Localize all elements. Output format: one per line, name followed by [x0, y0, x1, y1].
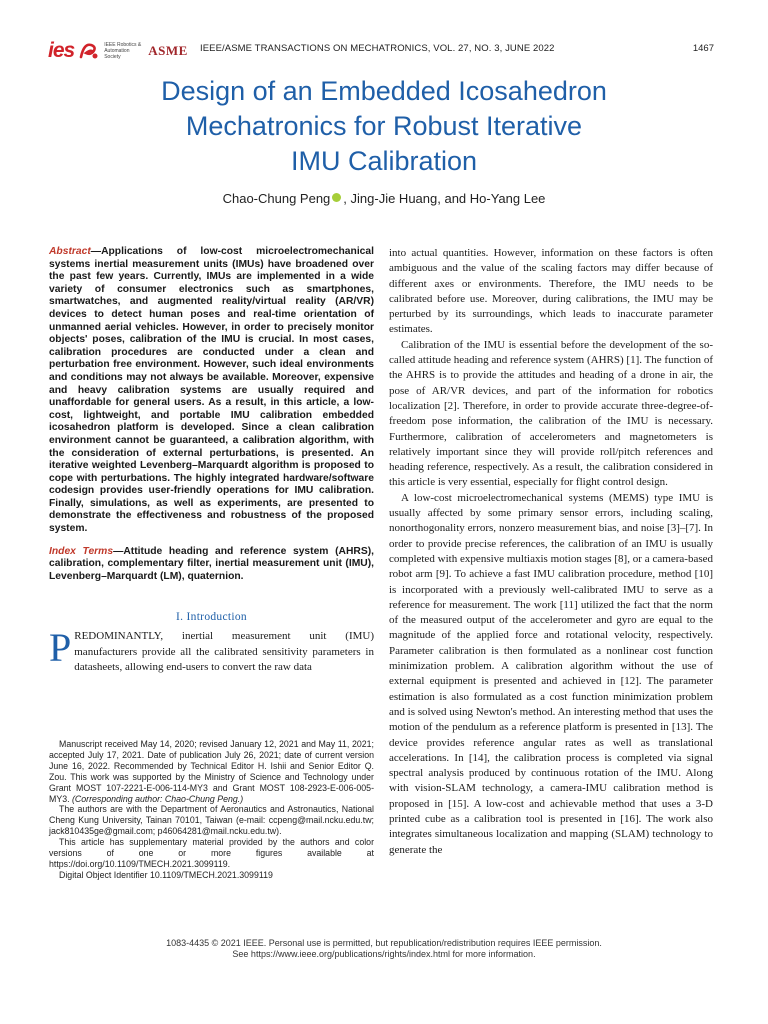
page-header — [48, 38, 714, 64]
right-column — [389, 246, 713, 858]
index-terms-label: Index Terms — [49, 545, 114, 557]
page-number: 1467 — [692, 43, 714, 54]
title-line-2: Mechatronics for Robust Iterative — [185, 111, 583, 141]
rights-link[interactable]: See https://www.ieee.org/publications/rights/index.html for more information. — [232, 949, 536, 959]
ies-logo: ies — [48, 39, 75, 62]
drop-cap: P — [49, 625, 72, 671]
author-list — [40, 191, 728, 206]
ras-logo-icon — [78, 41, 100, 61]
intro-paragraph — [49, 625, 374, 675]
footnote-manuscript: Manuscript received May 14, 2020; revised January 12, 2021 and May 11, 2021; accepted July 17, 2021. Date of publication July 26, 2021; date of current version June 16, 2022. Recommended by Technical Editor H. Ishii and Senior Editor Q. Zou. This work was supported by the Ministry of Science and Technology under Grant MOST 107-2221-E-006-114-MY3 and Grant MOST 108-2923-E-006-005-MY3. (Corresponding author: Chao-Chung Peng.) — [49, 739, 374, 804]
corresponding-author: (Corresponding author: Chao-Chung Peng.) — [72, 793, 244, 804]
other-authors: , Jing-Jie Huang, and Ho-Yang Lee — [343, 191, 546, 206]
journal-name: IEEE/ASME TRANSACTIONS ON MECHATRONICS, VOL. 27, NO. 3, JUNE 2022 — [200, 43, 555, 54]
society-logos — [48, 38, 188, 64]
index-terms-text: —Attitude heading and reference system (AHRS), calibration, complementary filter, inertial measurement unit (IMU), Levenberg–Marquardt (LM), quaternion. — [49, 545, 374, 582]
left-column — [49, 246, 374, 675]
intro-caps: REDOMINANTLY, — [74, 630, 164, 643]
body-paragraph-3: A low-cost microelectromechanical systems (MEMS) type IMU is usually affected by some primary sensor errors, including scaling, nonorthogonality errors, nonzero measurement bias, and noise [3]–[7]. In order to provide precise references, the calibration of an IMU is usually completed with expensive multiaxis motion stages [8], or a camera-based robot arm [9]. To achieve a fast IMU calibration procedure, method [10] is incorporated with a previously well-calibrated IMU to serve as a reference for measurement. The work [11] utilized the fact that the norm of the measured output of the accelerometer and gyro are equal to the magnitude of the applied force and rotational velocity, respectively. Parameter calibration is then formulated as a nonlinear cost function minimization problem. A calibration algorithm without the use of external equipment is presented and achieved in [12]. The parameter estimation is also formulated as a cost function minimization problem and is solved using Newton's method. An interesting method that uses the motion of the pendulum as a reference platform is presented in [13]. The device provides reference angular rates as well as translational accelerations. In [14], the calibration process is completed via signal spectral analysis produced by continuous rotation of the IMU. Along with vision-SLAM technology, a camera-IMU calibration method is proposed in [15]. A low-cost and achievable method that uses a 3-D printed cube as a calibration tool is presented in [16]. The work also integrates simultaneous localization and mapping (SLAM) technology to generate the — [389, 491, 714, 856]
footnotes — [49, 739, 374, 881]
footnote-supplementary: This article has supplementary material provided by the authors and color versions of one or more figures available at https://doi.org/10.1109/TMECH.2021.3099119. — [49, 837, 374, 869]
abstract — [49, 246, 374, 536]
footnote-affiliation: The authors are with the Department of Aeronautics and Astronautics, National Cheng Kung University, Tainan 70101, Taiwan (e-mail: ccpeng@mail.ncku.edu.tw; jack810435ge@gmail.com; p46064281@mail.ncku.edu.tw). — [49, 804, 374, 837]
section-heading-introduction: I. Introduction — [176, 611, 247, 624]
first-author: Chao-Chung Peng — [222, 191, 331, 206]
ras-logo-text: IEEE Robotics & Automation Society — [104, 42, 142, 60]
paper-title — [40, 74, 728, 179]
title-line-1: Design of an Embedded Icosahedron — [161, 76, 607, 106]
body-paragraph-2: Calibration of the IMU is essential before the development of the so-called attitude heading and reference system (AHRS) [1]. The function of the AHRS is to provide the attitudes and heading of a drone in air, the pose of AR/VR devices, and part of the information for robotics localization [2]. Therefore, in order to provide accurate three-degree-of-freedom pose information, the calibration of the IMU is necessary. Furthermore, calibration of accelerometers and magnetometers is relatively important since they will provide roll/pitch references and heading reference, respectively. As a result, the calibration considered in this article is very essential, especially for flight control design. — [389, 338, 713, 489]
intro-text: inertial measurement unit (IMU) manufacturers provide all the calibrated sensitivity parameters in datasheets, allowing end-users to convert the raw data — [74, 630, 374, 673]
title-line-3: IMU Calibration — [290, 146, 478, 176]
orcid-icon[interactable] — [332, 193, 341, 202]
copyright-footer — [0, 938, 768, 960]
abstract-label: Abstract — [49, 246, 91, 257]
index-terms — [49, 546, 374, 584]
body-paragraph-1: into actual quantities. However, information on these factors is often ambiguous and the value of the scaling factors may differ because of different axes or environments. Therefore, the IMU needs to be calibrated before use. Moreover, during calibrations, the IMU may be perturbed by its surroundings, which leads to inaccurate parameter estimates. — [389, 247, 713, 336]
abstract-text: —Applications of low-cost microelectromechanical systems inertial measurement units (IMUs) have broadened over the past few years. Currently, IMUs are implemented in a wide variety of consumer electronics such as smartphones, smartwatches, and augmented reality/virtual reality (AR/VR) devices to detect human poses and real-time orientation of unmanned aerial vehicles. However, in order to precisely monitor objects' poses, calibration of the IMU is crucial. In most cases, calibration procedures are conducted under a clean and perturbation free environment. However, such ideal environments and conditions may not always be available. Moreover, expensive and heavy calibration systems are usually required and unaffordable for general users. As a result, in this article, a low-cost, lightweight, and portable IMU calibration embedded icosahedron platform is developed. Since a clean calibration environment cannot be guaranteed, a calibration algorithm, with the consideration of external perturbations, is presented. An iterative weighted Levenberg–Marquardt algorithm is proposed to cope with perturbations. The highly integrated hardware/software codesign provides user-friendly operations for IMU calibration. Finally, simulations, as well as experiments, are presented to demonstrate the effectiveness and robustness of the proposed system. — [49, 246, 374, 535]
asme-logo: ASME — [148, 43, 188, 58]
copyright-line: 1083-4435 © 2021 IEEE. Personal use is permitted, but republication/redistribution requires IEEE permission. — [166, 938, 602, 948]
footnote-doi: Digital Object Identifier 10.1109/TMECH.2021.3099119 — [59, 869, 273, 880]
